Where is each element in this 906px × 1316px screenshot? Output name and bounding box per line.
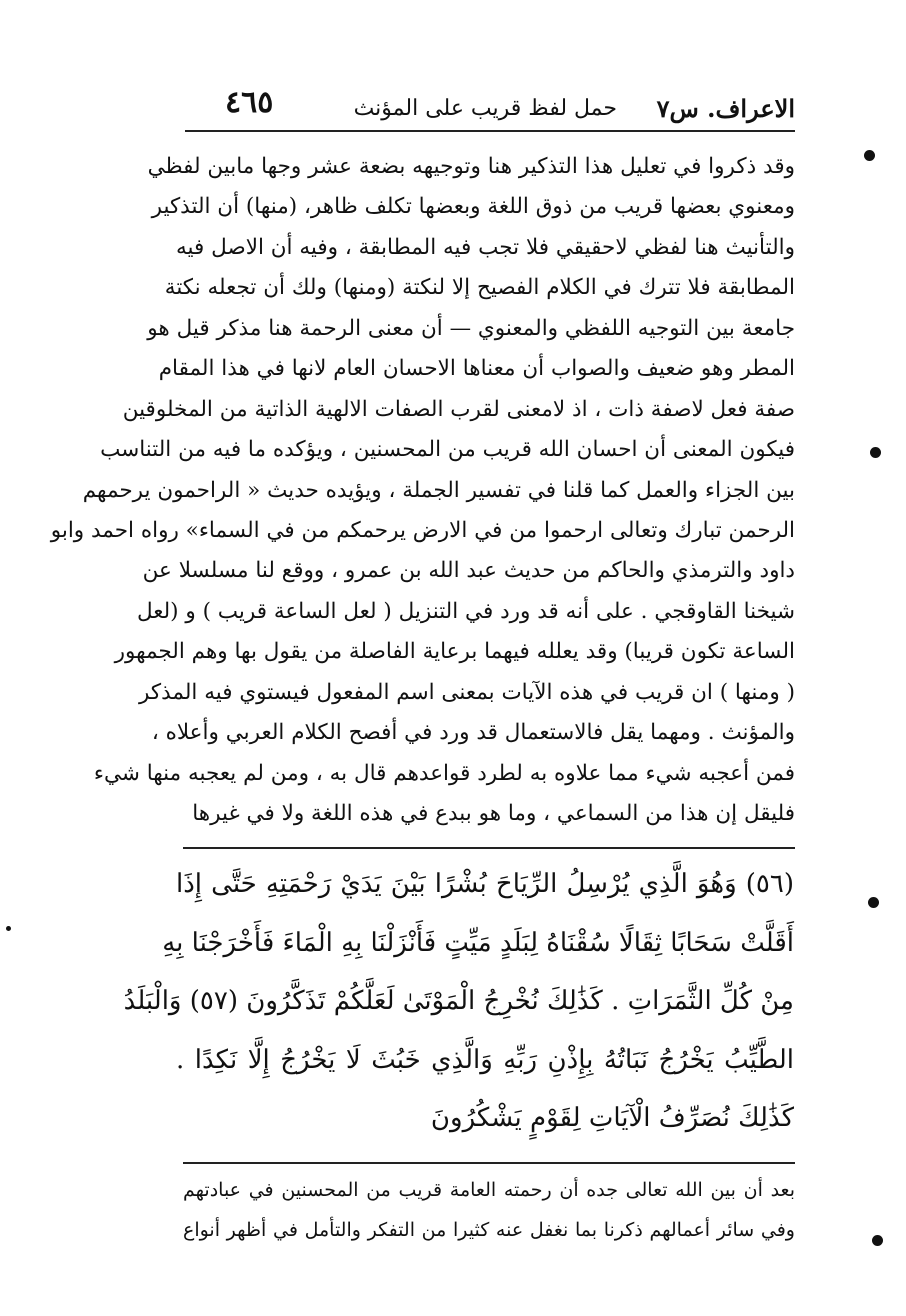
margin-dot xyxy=(868,897,879,908)
commentary-line: داود والترمذي والحاكم من حديث عبد الله بن عمرو ، ووقع لنا مسلسلا عن xyxy=(142,558,795,584)
commentary-line: فيكون المعنى أن احسان الله قريب من المحسنين ، ويؤكده ما فيه من التناسب xyxy=(100,437,795,463)
commentary-line: والمؤنث . ومهما يقل فالاستعمال قد ورد في أفصح الكلام العربي وأعلاه ، xyxy=(151,720,795,746)
footnote-line: وفي سائر أعمالهم ذكرنا بما نغفل عنه كثيرا من التفكر والتأمل في أظهر أنواع xyxy=(183,1219,795,1241)
commentary-line: المطابقة فلا تترك في الكلام الفصيح إلا لنكتة (ومنها) ولك أن تجعله نكتة xyxy=(164,275,795,301)
topic-label: حمل لفظ قريب على المؤنث xyxy=(353,96,617,121)
footnote-block xyxy=(183,1170,795,1250)
commentary-line: ومعنوي بعضها قريب من ذوق اللغة وبعضها تكلف ظاهر، (منها) أن التذكير xyxy=(151,194,795,220)
commentary-line: الساعة تكون قريبا) وقد يعلله فيهما برعاية الفاصلة من يقول بها وهم الجمهور xyxy=(114,639,795,665)
margin-dot xyxy=(864,150,875,161)
commentary-line: وقد ذكروا في تعليل هذا التذكير هنا وتوجيهه بضعة عشر وجها مابين لفظي xyxy=(147,154,795,179)
commentary-line: شيخنا القاوقجي . على أنه قد ورد في التنزيل ( لعل الساعة قريب ) و (لعل xyxy=(136,598,795,624)
margin-dot xyxy=(6,926,11,931)
commentary-line: ( ومنها ) ان قريب في هذه الآيات بمعنى اسم المفعول فيستوي فيه المذكر xyxy=(139,679,795,705)
verse-line: كَذَٰلِكَ نُصَرِّفُ الْآيَاتِ لِقَوْمٍ يَشْكُرُونَ xyxy=(430,1103,794,1133)
commentary-line: جامعة بين التوجيه اللفظي والمعنوي — أن معنى الرحمة هنا مذكر قيل هو xyxy=(147,315,795,341)
verse-line: أَقَلَّتْ سَحَابًا ثِقَالًا سُقْنَاهُ لِبَلَدٍ مَيِّتٍ فَأَنْزَلْنَا بِهِ الْمَاءَ فَأَخْرَجْنَا بِهِ xyxy=(162,927,794,958)
verse-line: (٥٦) وَهُوَ الَّذِي يُرْسِلُ الرِّيَاحَ بُشْرًا بَيْنَ يَدَيْ رَحْمَتِهِ حَتَّى إِذَا xyxy=(176,869,794,899)
commentary-line: والتأنيث هنا لفظي لاحقيقي فلا تجب فيه المطابقة ، وفيه أن الاصل فيه xyxy=(176,234,795,260)
commentary-line: فليقل إن هذا من السماعي ، وما هو ببدع في هذه اللغة ولا في غيرها xyxy=(192,801,795,826)
running-header xyxy=(185,85,795,128)
page-number: ٤٦٥ xyxy=(225,85,274,120)
verse-line: مِنْ كُلِّ الثَّمَرَاتِ . كَذَٰلِكَ نُخْرِجُ الْمَوْتَىٰ لَعَلَّكُمْ تَذَكَّرُونَ (٥٧) وَالْبَلَدُ xyxy=(123,986,794,1016)
header-rule xyxy=(185,130,795,132)
commentary-line: الرحمن تبارك وتعالى ارحموا من في الارض يرحمكم من في السماء» رواه احمد وابو xyxy=(50,517,795,543)
chapter-label: الاعراف. س٧ xyxy=(656,94,795,123)
verse-block xyxy=(123,855,794,1148)
footnote-rule xyxy=(183,1162,795,1164)
margin-dot xyxy=(870,447,881,458)
commentary-line: بين الجزاء والعمل كما قلنا في تفسير الجملة ، ويؤيده حديث « الراحمون يرحمهم xyxy=(82,477,795,503)
commentary-line: صفة فعل لاصفة ذات ، اذ لامعنى لقرب الصفات الالهية الذاتية من المخلوقين xyxy=(122,396,795,422)
verse-top-rule xyxy=(183,847,795,849)
commentary-line: فمن أعجبه شيء مما علاوه به لطرد قواعدهم قال به ، ومن لم يعجبه منها شيء xyxy=(93,760,795,786)
verse-line: الطَّيِّبُ يَخْرُجُ نَبَاتُهُ بِإِذْنِ رَبِّهِ وَالَّذِي خَبُثَ لَا يَخْرُجُ إِلَّا نَكِدًا . xyxy=(176,1044,794,1075)
margin-dot xyxy=(872,1235,883,1246)
commentary-block xyxy=(50,147,795,834)
commentary-line: المطر وهو ضعيف والصواب أن معناها الاحسان العام لانها في هذا المقام xyxy=(158,356,795,382)
footnote-line: بعد أن بين الله تعالى جده أن رحمته العامة قريب من المحسنين في عبادتهم xyxy=(183,1179,795,1201)
